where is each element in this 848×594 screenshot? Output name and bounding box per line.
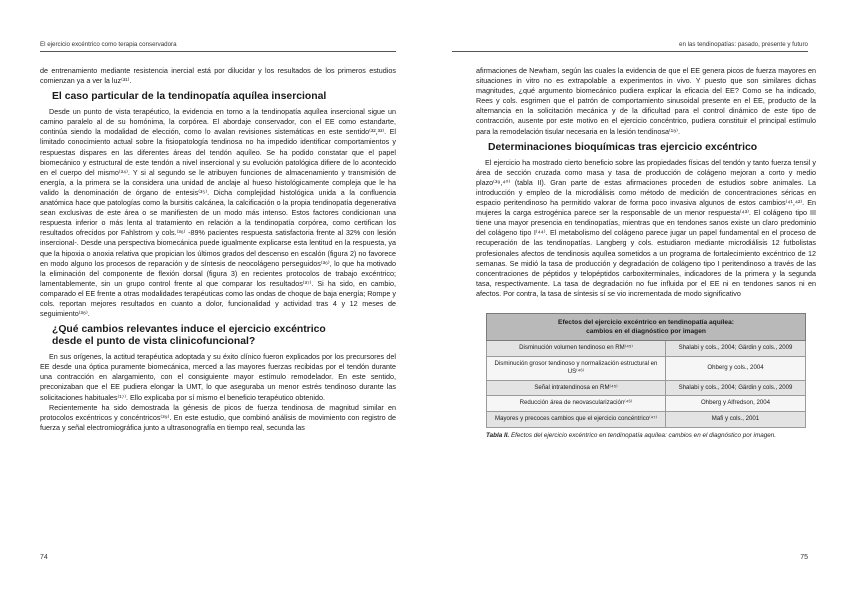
table-header <box>487 313 806 340</box>
paragraph: de entrenamiento mediante resistencia inercial está por dilucidar y los resultados de los primeros estudios comienzan ya a ver la luz⁽³¹⁾. <box>40 66 396 86</box>
page-number-right: 75 <box>800 554 808 561</box>
paragraph: El ejercicio ha mostrado cierto beneficio sobre las propiedades físicas del tendón y tanto fuerza tensil y área de sección cruzada como masa y tasa de producción de colágeno mejoran a corto y medio plazo⁽³⁹,⁴⁰⁾ (tabla II). Gran parte de estas afirmaciones proceden de estudios sobre animales. La introducción y empleo de la microdiálisis como método de medición de concentraciones séricas en espacio peritendinoso ha permitido valorar de forma poco invasiva algunos de estos cambios⁽⁴¹,⁴²⁾. En mujeres la carga estrogénica parece ser la responsable de un menor respuesta⁽⁴³⁾. El colágeno tipo III tiene una mayor presencia en tendinopatías, mientras que en tendones sanos existe un claro predominio del colágeno tipo I⁽⁴⁴⁾. El metabolismo del colágeno parece jugar un papel fundamental en el proceso de recuperación de las tendinopatías. Langberg y cols. estudiaron mediante microdiálisis 12 futbolistas profesionales afectos de tendinosis aquílea sometidos a un programa de fortalecimiento excéntrico de 12 semanas. Se midió la tasa de producción y degradación de colágeno tipo I peritendinoso a través de las concentraciones de péptidos y telopéptidos carboxiterminales, indicadores de la primera y la segunda tasa, respectivamente. La tasa de degradación no fue influida por el EE ni en tendones sanos ni en afectos. Por contra, la tasa de síntesis sí se vio incrementada de modo significativo <box>476 157 816 298</box>
running-head-left: El ejercicio excéntrico como terapia conservadora <box>40 41 177 48</box>
table-cell-effect: Disminución volumen tendinoso en RM⁽⁴⁵⁾ <box>487 340 666 356</box>
effects-table <box>486 313 806 428</box>
table-cell-source: Ohberg y Alfredson, 2004 <box>666 396 806 412</box>
table-row <box>487 340 806 356</box>
header-rule-right <box>452 51 808 52</box>
paragraph: afirmaciones de Newham, según las cuales la evidencia de que el EE genera picos de fuerza mayores en situaciones in vitro no es extrapolable a experimentos in vivo. Y puesto que son similares dichas magnitudes, ¿qué argumento biomecánico pudiera explicar la eficacia del EE? Como se ha indicado, Rees y cols. esgrimen que el patrón de comportamiento sinusoidal presente en el EE, producto de la alternancia en la solicitación mecánica y de la dificultad para el control dinámico de este tipo de contracción, ausente por este motivo en el ejercicio concéntrico, pudiera constituir el principal estímulo para la remodelación tisular necesaria en la lesión tendinosa⁽¹⁸⁾. <box>476 66 816 136</box>
table-cell-source: Shalabi y cols., 2004; Gärdin y cols., 2009 <box>666 380 806 396</box>
paragraph: Desde un punto de vista terapéutico, la evidencia en torno a la tendinopatía aquílea insercional sigue un camino paralelo al de su homónima, la corpórea. El abordaje conservador, con el EE como estandarte, continúa siendo la modalidad de elección, como lo avalan revisiones sistemáticas en este sentido⁽³²,³³⁾. El limitado conocimiento actual sobre la fisiopatología tendinosa no ha impedido identificar comportamientos y respuestas dispares en las diferentes áreas del tendón aquíleo. Se ha podido constatar que el papel biomecánico y estructural de este tendón a nivel insercional y su evolución patológica difiere de lo acontecido en el cuerpo del mismo⁽³⁴⁾. Y si al segundo se le atribuyen funciones de almacenamiento y transmisión de energía, a la primera se la considera una unidad de anclaje al hueso histológicamente compleja que le ha valido la denominación de órgano de entesis⁽³⁵⁾. Dicha complejidad histológica unida a la confluencia anatómica hace que patologías como la bursitis calcánea, la calcificación o la propia tendinopatía degenerativa sean exclusivas de este área o se manifiesten de un modo más intenso. Estos factores condicionan una respuesta inferior o más lenta al tratamiento en relación a la tendinopatía corpórea, como certifican los resultados ofrecidos por Fahlstrom y cols.⁽³⁶⁾ -89% pacientes respuesta satisfactoria frente al 32% con lesión insercional-. Desde una perspectiva biomecánica puede igualmente explicarse esta lentitud en la respuesta, ya que la hipoxia o anoxia relativa que propician los últimos grados del descenso en escalón (figura 2) no favorece en modo alguno los procesos de reparación y de síntesis de neocolágeno perseguidos⁽³⁶⁾, lo que ha motivado la eliminación del componente de flexión dorsal (figura 3) en recientes protocolos de trabajo excéntrico; lamentablemente, sin un grupo control frente al que comparar los resultados⁽³⁷⁾. Si ha sido, en cambio, comparado el EE frente a otras modalidades terapéuticas como las ondas de choque de baja energía; Rompe y cols. reportan mejores resultados en cuanto a dolor, funcionalidad y actividad tras 4 y 12 meses de seguimiento⁽³⁸⁾. <box>40 107 396 319</box>
left-text-column <box>40 66 396 433</box>
section-heading: El caso particular de la tendinopatía aquílea insercional <box>52 91 327 103</box>
table-cell-source: Ohberg y cols., 2004 <box>666 356 806 380</box>
table-cell-effect: Mayores y precoces cambios que el ejercicio concéntrico⁽⁴⁷⁾ <box>487 411 666 427</box>
table-row <box>487 380 806 396</box>
table-cell-source: Shalabi y cols., 2004; Gärdin y cols., 2009 <box>666 340 806 356</box>
paragraph: En sus orígenes, la actitud terapéutica adoptada y su éxito clínico fueron explicados por los precursores del EE desde una óptica puramente biomecánica, merced a las mayores fuerzas recibidas por el tendón durante una contracción en alargamiento, con el consiguiente mayor estímulo remodelador. En este sentido, preconizaban que el EE pudiera elongar la UMT, lo que aseguraba un menor estrés tendinoso durante las solicitaciones habituales⁽¹⁷⁾. Ello explicaba por sí mismo el beneficio terapéutico obtenido. <box>40 352 396 402</box>
heading-line: ¿Qué cambios relevantes induce el ejercicio excéntrico <box>52 324 326 336</box>
table-cell-effect: Reducción área de neovascularización⁽⁴⁶⁾ <box>487 396 666 412</box>
section-heading <box>52 324 396 348</box>
table-header-line: Efectos del ejercicio excéntrico en tendinopatía aquílea: <box>558 318 734 326</box>
table-header-line: cambios en el diagnóstico por imagen <box>586 327 706 335</box>
table-cell-source: Mafi y cols., 2001 <box>666 411 806 427</box>
section-heading: Determinaciones bioquímicas tras ejercicio excéntrico <box>488 141 758 153</box>
table-cell-effect: Disminución grosor tendinoso y normalización estructural en US⁽⁴⁶⁾ <box>487 356 666 380</box>
right-page <box>424 0 848 594</box>
running-head-right: en las tendinopatías: pasado, presente y futuro <box>679 41 808 48</box>
page-number-left: 74 <box>40 554 48 561</box>
table-row <box>487 411 806 427</box>
table-caption <box>486 432 816 439</box>
table-row <box>487 356 806 380</box>
right-text-column <box>476 66 816 439</box>
table-caption-text: Efectos del ejercicio excéntrico en tendinopatía aquílea: cambios en el diagnóstico por imagen. <box>510 431 776 439</box>
header-rule-left <box>40 51 396 52</box>
paragraph: Recientemente ha sido demostrada la génesis de picos de fuerza tendinosa de magnitud similar en protocolos excéntricos y concéntricos⁽³⁹⁾. En este estudio, que combinó análisis de movimiento con registro de fuerza y señal electromiográfica junto a ultrasonografía en tiempo real, secunda las <box>40 402 396 432</box>
table-caption-label: Tabla II. <box>486 431 510 439</box>
table-cell-effect: Señal intratendinosa en RM⁽⁴⁵⁾ <box>487 380 666 396</box>
table-row <box>487 396 806 412</box>
heading-line: desde el punto de vista clinicofuncional? <box>52 336 256 348</box>
